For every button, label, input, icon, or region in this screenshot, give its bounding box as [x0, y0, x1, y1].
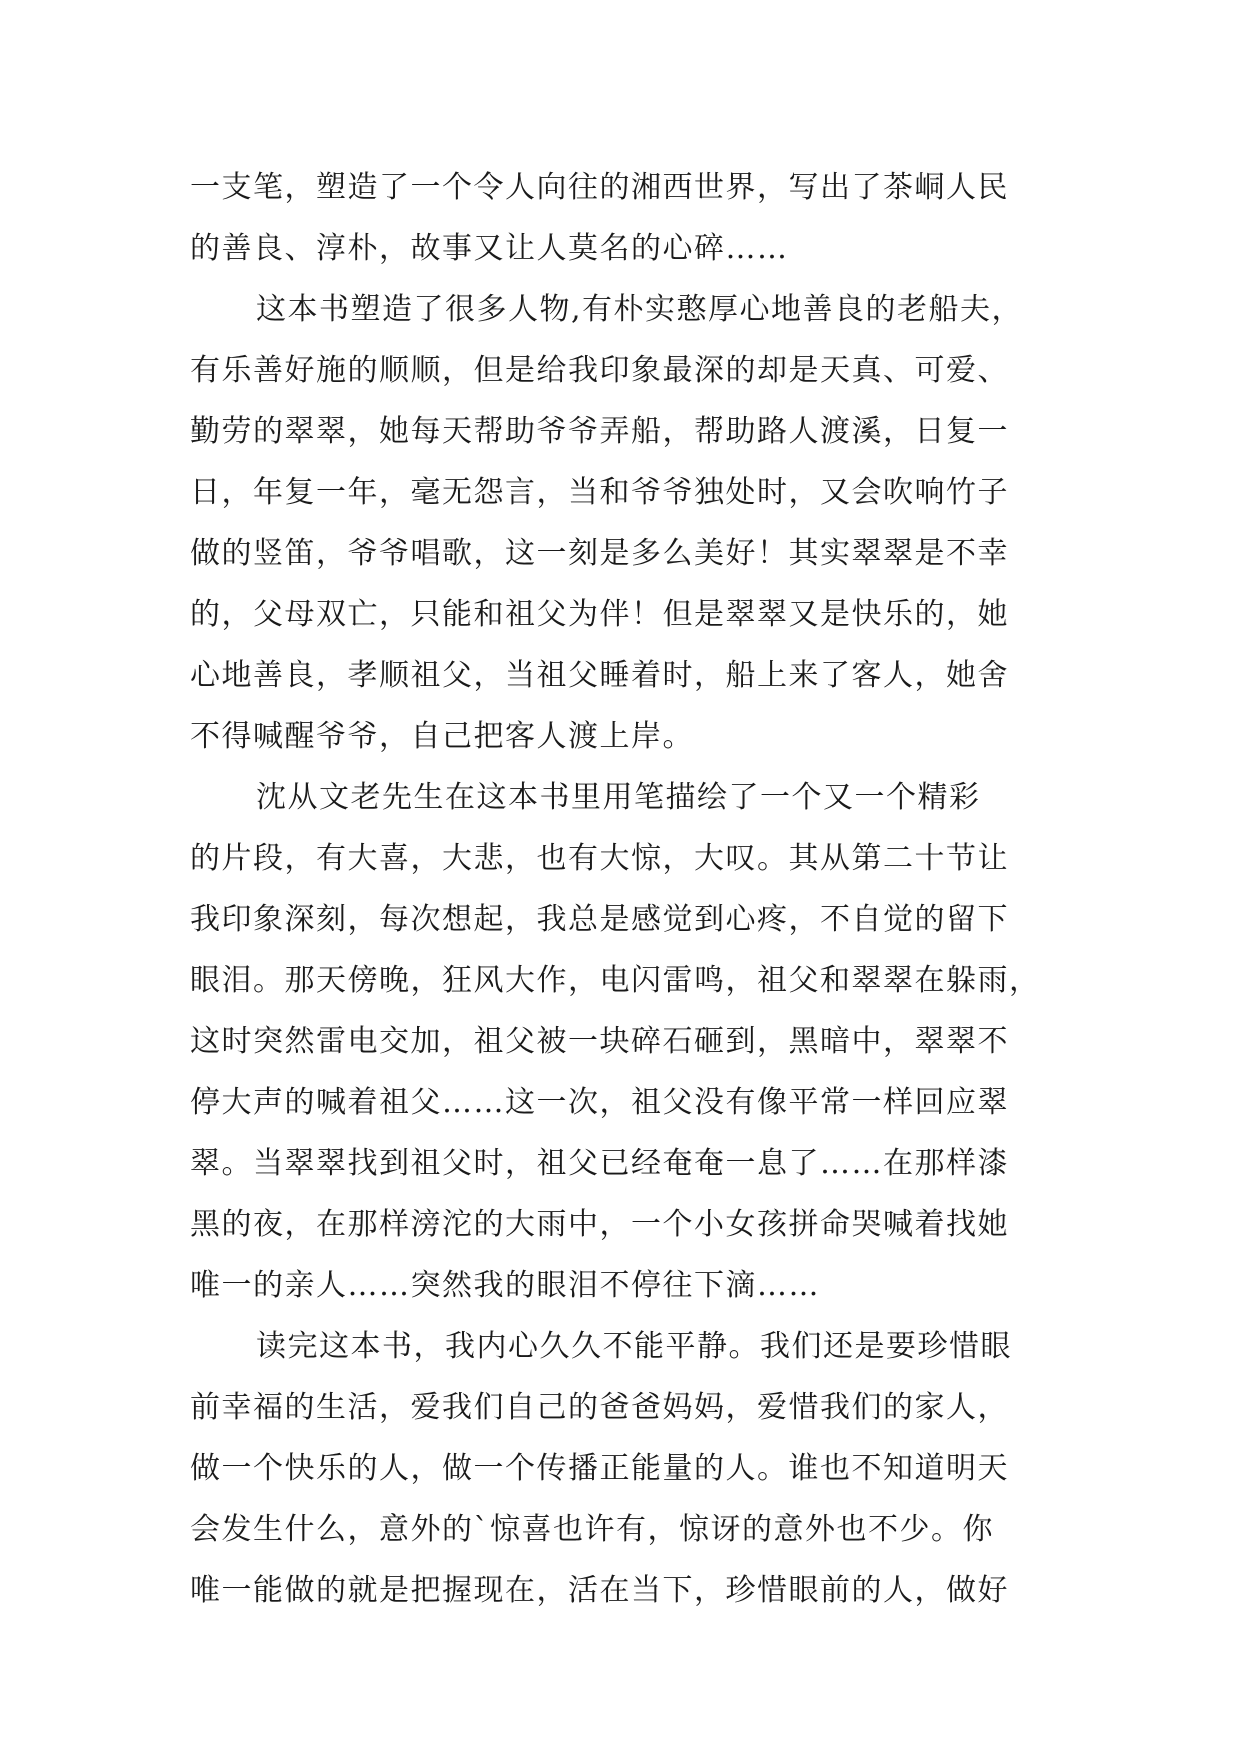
text-line: 读完这本书，我内心久久不能平静。我们还是要珍惜眼 — [256, 1329, 1012, 1364]
text-line: 这时突然雷电交加，祖父被一块碎石砸到，黑暗中，翠翠不 — [190, 1024, 1009, 1059]
text-line: 日，年复一年，毫无怨言，当和爷爷独处时，又会吹响竹子 — [190, 475, 1009, 510]
text-line: 沈从文老先生在这本书里用笔描绘了一个又一个精彩 — [256, 780, 981, 815]
paragraph — [190, 279, 1080, 767]
text-line: 一支笔，塑造了一个令人向往的湘西世界，写出了茶峒人民 — [190, 170, 1009, 205]
text-line: 做的竖笛，爷爷唱歌，这一刻是多么美好！其实翠翠是不幸 — [190, 536, 1009, 571]
text-line: 的善良、淳朴，故事又让人莫名的心碎…… — [190, 231, 789, 266]
text-line: 的片段，有大喜，大悲，也有大惊，大叹。其从第二十节让 — [190, 841, 1009, 876]
text-line: 勤劳的翠翠，她每天帮助爷爷弄船，帮助路人渡溪，日复一 — [190, 414, 1009, 449]
text-line: 做一个快乐的人，做一个传播正能量的人。谁也不知道明天 — [190, 1451, 1009, 1486]
text-line: 会发生什么，意外的`惊喜也许有，惊讶的意外也不少。你 — [190, 1512, 994, 1547]
text-line: 我印象深刻，每次想起，我总是感觉到心疼，不自觉的留下 — [190, 902, 1009, 937]
text-line: 这本书塑造了很多人物,有朴实憨厚心地善良的老船夫， — [256, 292, 1024, 327]
text-line: 眼泪。那天傍晚，狂风大作，电闪雷鸣，祖父和翠翠在躲雨， — [190, 963, 1041, 998]
text-line: 心地善良，孝顺祖父，当祖父睡着时，船上来了客人，她舍 — [190, 658, 1009, 693]
paragraph — [190, 767, 1080, 1316]
text-line: 翠。当翠翠找到祖父时，祖父已经奄奄一息了……在那样漆 — [190, 1146, 1009, 1181]
text-line: 前幸福的生活，爱我们自己的爸爸妈妈，爱惜我们的家人， — [190, 1390, 1009, 1425]
document-body — [190, 157, 1080, 1621]
text-line: 唯一的亲人……突然我的眼泪不停往下滴…… — [190, 1268, 820, 1303]
text-line: 唯一能做的就是把握现在，活在当下，珍惜眼前的人，做好 — [190, 1573, 1009, 1608]
text-line: 不得喊醒爷爷，自己把客人渡上岸。 — [190, 719, 694, 754]
text-line: 停大声的喊着祖父……这一次，祖父没有像平常一样回应翠 — [190, 1085, 1009, 1120]
text-line: 黑的夜，在那样滂沱的大雨中，一个小女孩拼命哭喊着找她 — [190, 1207, 1009, 1242]
text-line: 的，父母双亡，只能和祖父为伴！但是翠翠又是快乐的，她 — [190, 597, 1009, 632]
paragraph-continuation — [190, 157, 1080, 279]
paragraph — [190, 1316, 1080, 1621]
text-line: 有乐善好施的顺顺，但是给我印象最深的却是天真、可爱、 — [190, 353, 1009, 388]
